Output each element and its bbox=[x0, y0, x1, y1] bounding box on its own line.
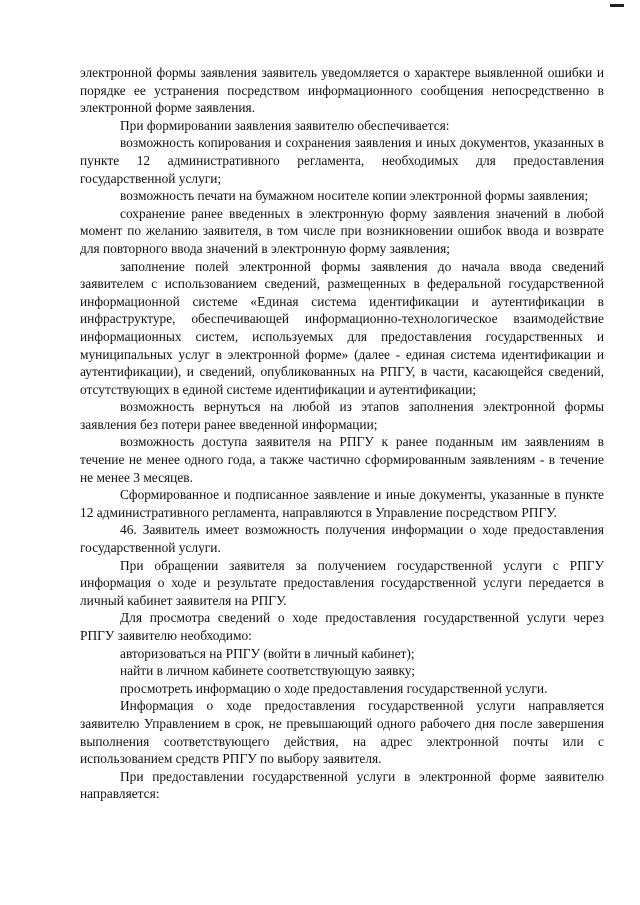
paragraph-6: заполнение полей электронной формы заявления до начала ввода сведений заявителем с использованием сведений, размещенных в федеральной государственной информационной системе «Единая система идентификации и аутентификации в инфраструктуре, обеспечивающей информационно-технологическое взаимодействие информационных систем, используемых для предоставления государственных и муниципальных услуг в электронной форме» (далее - единая система идентификации и аутентификации), и сведений, опубликованных на РПГУ, в части, касающейся сведений, отсутствующих в единой системе идентификации и аутентификации; bbox=[80, 258, 604, 397]
paragraph-4: возможность печати на бумажном носителе копии электронной формы заявления; bbox=[120, 188, 589, 204]
paragraph-12: Для просмотра сведений о ходе предоставления государственной услуги через РПГУ заявителю необходимо: bbox=[80, 610, 604, 643]
paragraph-14: найти в личном кабинете соответствующую заявку; bbox=[120, 663, 415, 679]
paragraph-1: электронной формы заявления заявитель уведомляется о характере выявленной ошибки и порядке ее устранения посредством информационного сообщения непосредственно в электронной форме заявления. bbox=[80, 65, 604, 116]
paragraph-9: Сформированное и подписанное заявление и иные документы, указанные в пункте 12 административного регламента, направляются в Управление посредством РПГУ. bbox=[80, 487, 604, 520]
paragraph-10: 46. Заявитель имеет возможность получения информации о ходе предоставления государственной услуги. bbox=[80, 522, 604, 556]
paragraph-13: авторизоваться на РПГУ (войти в личный кабинет); bbox=[120, 645, 415, 661]
paragraph-7: возможность вернуться на любой из этапов заполнения электронной формы заявления без потери ранее введенной информации; bbox=[80, 399, 604, 432]
corner-mark bbox=[610, 4, 624, 7]
paragraph-3: возможность копирования и сохранения заявления и иных документов, указанных в пункте 12 административного регламента, необходимых для предоставления государственной услуги; bbox=[80, 135, 604, 186]
paragraph-15: просмотреть информацию о ходе предоставления государственной услуги. bbox=[120, 680, 548, 696]
paragraph-16: Информация о ходе предоставления государственной услуги направляется заявителю Управлением в срок, не превышающий одного рабочего дня после завершения выполнения соответствующего действия, на адрес электронной почты или с использованием средств РПГУ по выбору заявителя. bbox=[80, 698, 604, 767]
paragraph-2: При формировании заявления заявителю обеспечивается: bbox=[120, 117, 450, 133]
paragraph-5: сохранение ранее введенных в электронную форму заявления значений в любой момент по желанию заявителя, в том числе при возникновении ошибок ввода и возврате для повторного ввода значений в электронную форму заявления; bbox=[80, 205, 604, 256]
document-page bbox=[80, 64, 604, 803]
paragraph-11: При обращении заявителя за получением государственной услуги с РПГУ информация о ходе и результате предоставления государственной услуги передается в личный кабинет заявителя на РПГУ. bbox=[80, 557, 604, 608]
paragraph-8: возможность доступа заявителя на РПГУ к ранее поданным им заявлениям в течение не менее одного года, а также частично сформированным заявлениям - в течение не менее 3 месяцев. bbox=[80, 434, 604, 485]
paragraph-17: При предоставлении государственной услуги в электронной форме заявителю направляется: bbox=[80, 768, 604, 802]
